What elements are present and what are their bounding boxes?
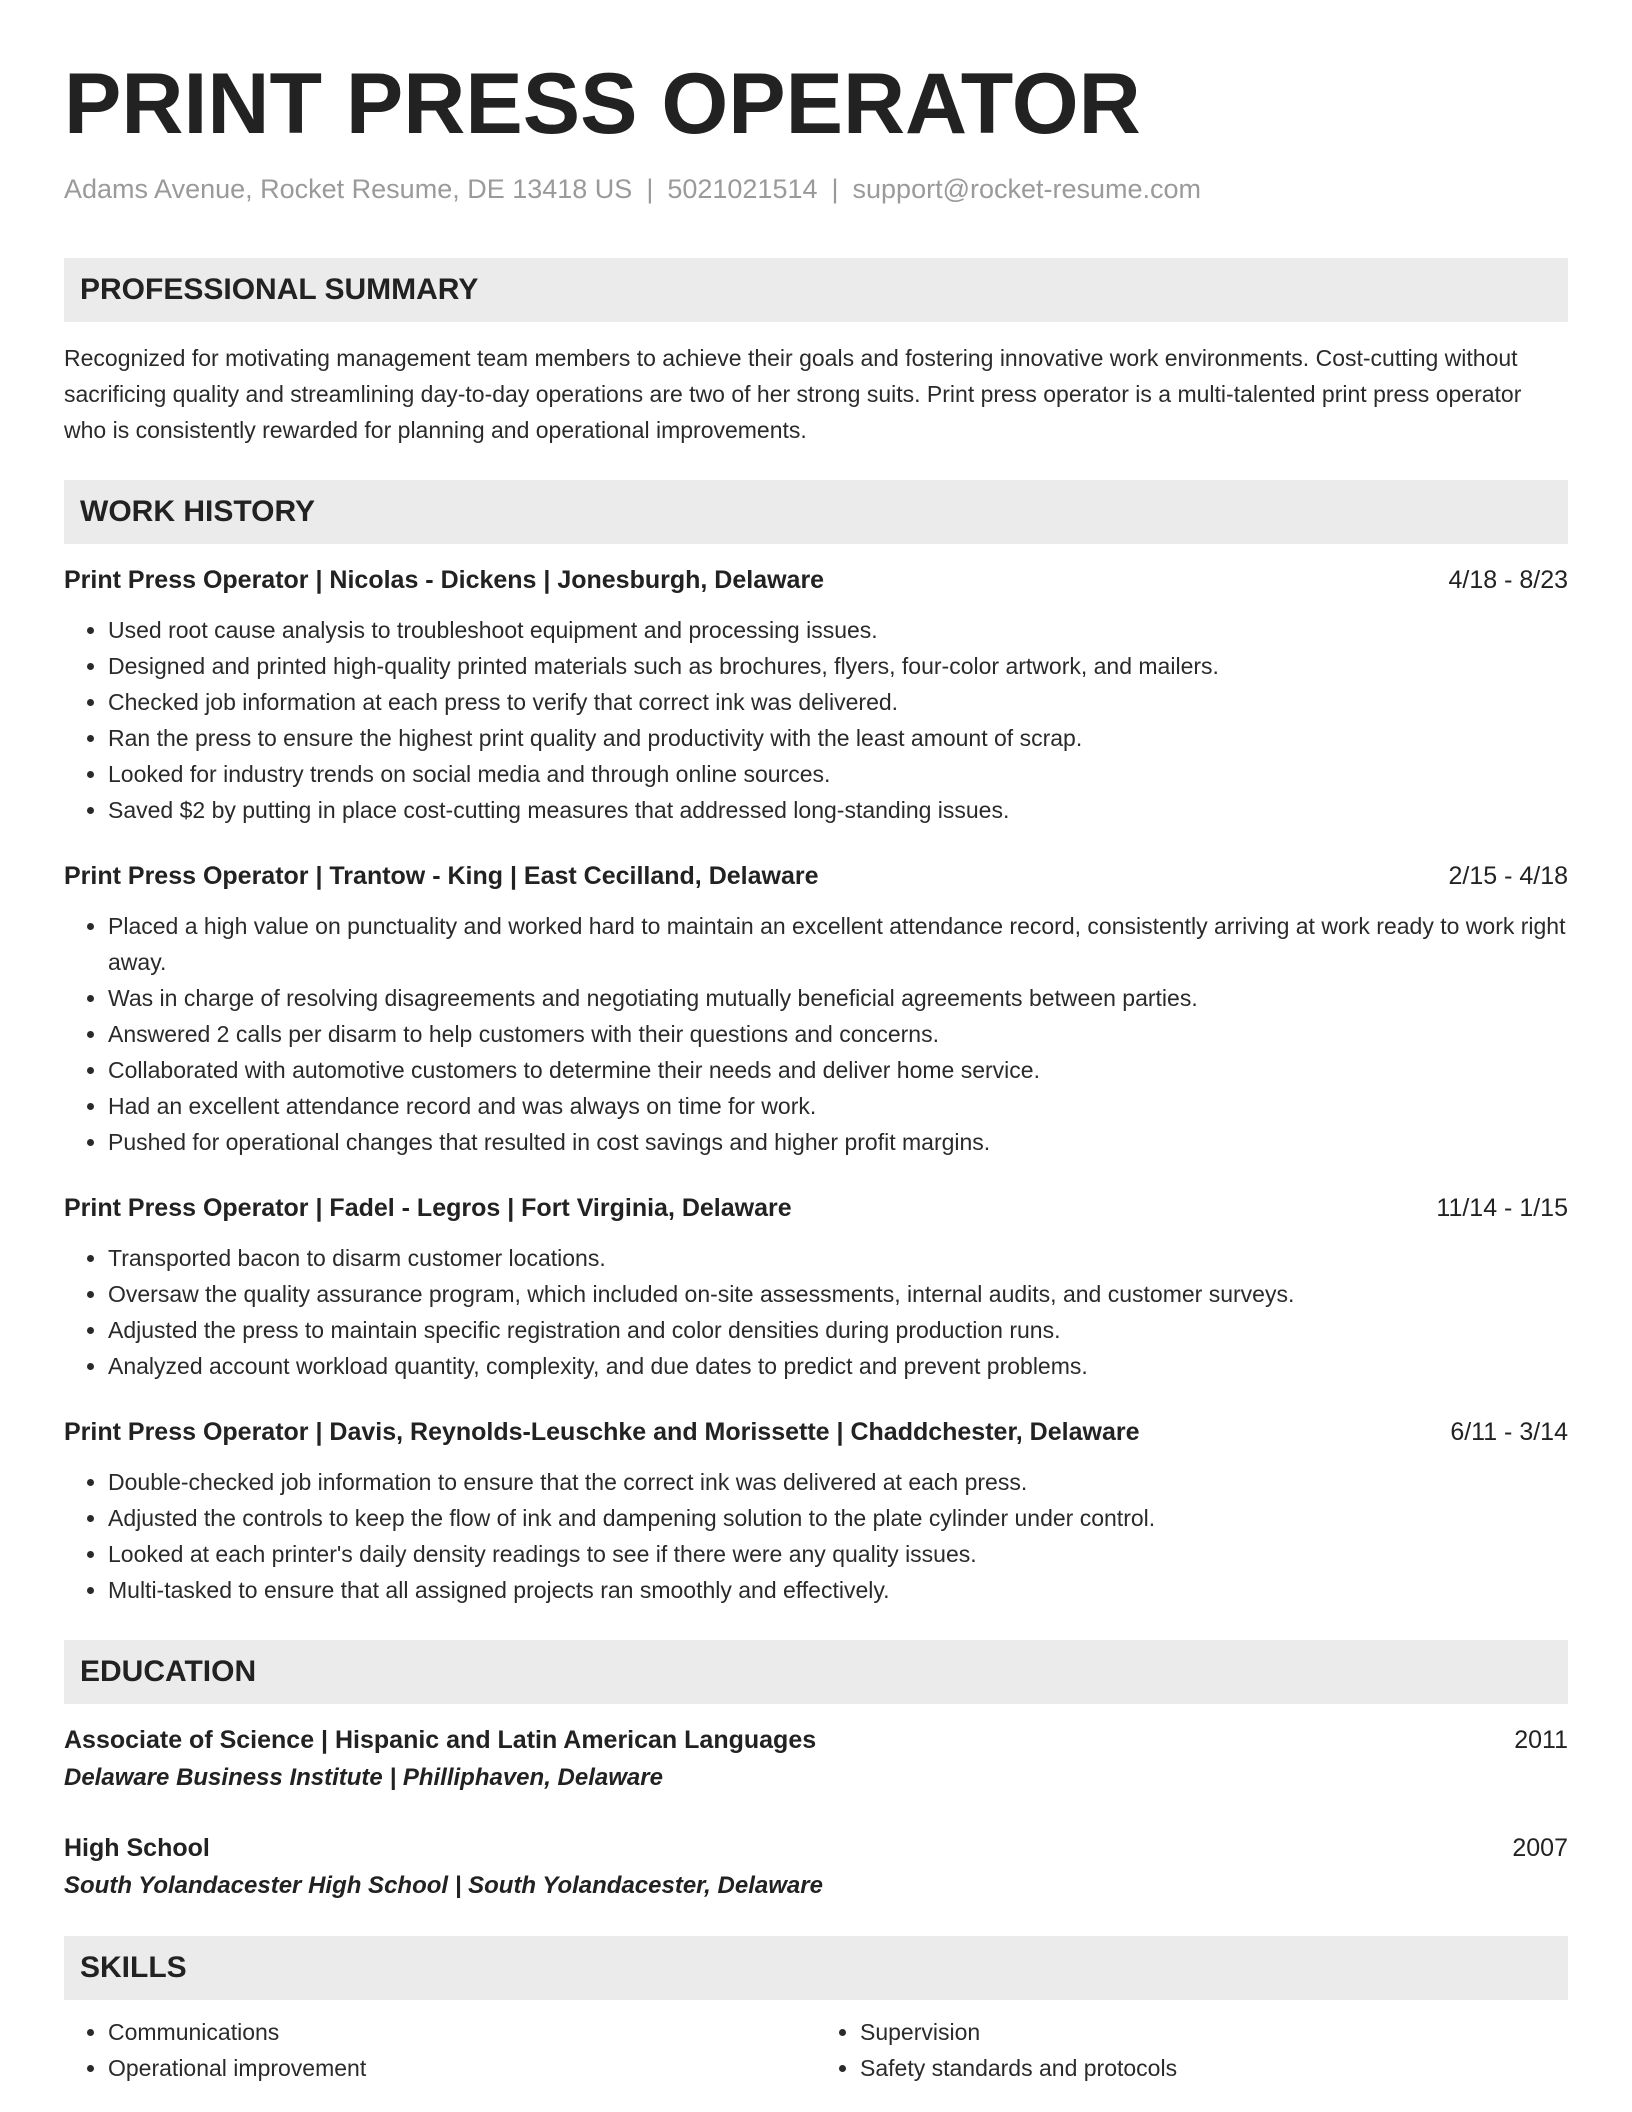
- job-entry: [64, 858, 1568, 1160]
- job-bullet: • Placed a high value on punctuality and worked hard to maintain an excellent attendance record, consistently arriving at work ready to work right away.: [108, 908, 1568, 980]
- education-degree: High School: [64, 1834, 210, 1862]
- job-dates: 2/15 - 4/18: [1448, 862, 1568, 890]
- job-header: [64, 858, 1568, 894]
- job-bullet: • Analyzed account workload quantity, complexity, and due dates to predict and prevent problems.: [108, 1348, 1568, 1384]
- job-bullet: • Ran the press to ensure the highest print quality and productivity with the least amount of scrap.: [108, 720, 1568, 756]
- skills-column-right: [816, 2014, 1568, 2086]
- contact-phone: 5021021514: [667, 174, 818, 204]
- education-degree: Associate of Science | Hispanic and Latin American Languages: [64, 1726, 817, 1754]
- job-dates: 11/14 - 1/15: [1436, 1194, 1568, 1222]
- job-bullet: • Looked at each printer's daily density readings to see if there were any quality issues.: [108, 1536, 1568, 1572]
- skills-column-left: [64, 2014, 816, 2086]
- job-bullet: • Multi-tasked to ensure that all assigned projects ran smoothly and effectively.: [108, 1572, 1568, 1608]
- section-header-skills: SKILLS: [64, 1936, 1568, 2000]
- contact-email: support@rocket-resume.com: [852, 174, 1202, 204]
- education-year: 2011: [1514, 1726, 1568, 1754]
- job-bullet: • Was in charge of resolving disagreements and negotiating mutually beneficial agreements between parties.: [108, 980, 1568, 1016]
- contact-separator: |: [646, 174, 654, 204]
- section-header-summary: PROFESSIONAL SUMMARY: [64, 258, 1568, 322]
- education-school: South Yolandacester High School | South Yolandacester, Delaware: [64, 1872, 823, 1899]
- job-bullet: • Adjusted the controls to keep the flow of ink and dampening solution to the plate cylinder under control.: [108, 1500, 1568, 1536]
- job-header: [64, 1190, 1568, 1226]
- job-bullet: • Oversaw the quality assurance program, which included on-site assessments, internal audits, and customer surveys.: [108, 1276, 1568, 1312]
- education-header: [64, 1722, 1568, 1758]
- job-bullet: • Double-checked job information to ensure that the correct ink was delivered at each press.: [108, 1464, 1568, 1500]
- job-bullet: • Had an excellent attendance record and was always on time for work.: [108, 1088, 1568, 1124]
- skill-item: • Supervision: [860, 2014, 1568, 2050]
- job-header: [64, 562, 1568, 598]
- summary-text: Recognized for motivating management team members to achieve their goals and fostering innovative work environments. Cost-cutting without sacrificing quality and streamlining day-to-day operations are two of her strong suits. Print press operator is a multi-talented print press operator who is consistently rewarded for planning and operational improvements.: [64, 345, 1522, 443]
- job-bullet: • Designed and printed high-quality printed materials such as brochures, flyers, four-color artwork, and mailers.: [108, 648, 1568, 684]
- education-entry: [64, 1830, 1568, 1904]
- job-entry: [64, 1414, 1568, 1608]
- job-bullet: • Adjusted the press to maintain specific registration and color densities during production runs.: [108, 1312, 1568, 1348]
- job-bullets: [64, 1240, 1568, 1384]
- job-bullet: • Collaborated with automotive customers to determine their needs and deliver home service.: [108, 1052, 1568, 1088]
- job-dates: 4/18 - 8/23: [1448, 566, 1568, 594]
- education-school: Delaware Business Institute | Philliphaven, Delaware: [64, 1764, 663, 1791]
- job-bullets: [64, 1464, 1568, 1608]
- contact-separator: |: [831, 174, 839, 204]
- job-title: Print Press Operator | Fadel - Legros | Fort Virginia, Delaware: [64, 1194, 792, 1222]
- job-bullet: • Transported bacon to disarm customer locations.: [108, 1240, 1568, 1276]
- job-entry: [64, 1190, 1568, 1384]
- contact-line: [64, 172, 1568, 206]
- education-entry: [64, 1722, 1568, 1796]
- job-bullet: • Checked job information at each press to verify that correct ink was delivered.: [108, 684, 1568, 720]
- skill-item: • Operational improvement: [108, 2050, 816, 2086]
- job-bullet: • Used root cause analysis to troubleshoot equipment and processing issues.: [108, 612, 1568, 648]
- job-header: [64, 1414, 1568, 1450]
- job-bullet: • Answered 2 calls per disarm to help customers with their questions and concerns.: [108, 1016, 1568, 1052]
- skills-list: [64, 2014, 1568, 2086]
- job-bullets: [64, 612, 1568, 828]
- job-entry: [64, 562, 1568, 828]
- education-header: [64, 1830, 1568, 1866]
- job-bullet: • Pushed for operational changes that resulted in cost savings and higher profit margins.: [108, 1124, 1568, 1160]
- job-bullet: • Looked for industry trends on social media and through online sources.: [108, 756, 1568, 792]
- job-dates: 6/11 - 3/14: [1450, 1418, 1568, 1446]
- job-title: Print Press Operator | Davis, Reynolds-Leuschke and Morissette | Chaddchester, Delaware: [64, 1418, 1140, 1446]
- job-title: Print Press Operator | Nicolas - Dickens | Jonesburgh, Delaware: [64, 566, 825, 594]
- contact-address: Adams Avenue, Rocket Resume, DE 13418 US: [64, 174, 633, 204]
- section-header-education: EDUCATION: [64, 1640, 1568, 1704]
- skill-item: • Safety standards and protocols: [860, 2050, 1568, 2086]
- section-header-work-history: WORK HISTORY: [64, 480, 1568, 544]
- skill-item: • Communications: [108, 2014, 816, 2050]
- education-year: 2007: [1512, 1834, 1568, 1862]
- job-bullet: • Saved $2 by putting in place cost-cutting measures that addressed long-standing issues.: [108, 792, 1568, 828]
- job-title: Print Press Operator | Trantow - King | East Cecilland, Delaware: [64, 862, 819, 890]
- resume-name: PRINT PRESS OPERATOR: [64, 56, 1141, 152]
- job-bullets: [64, 908, 1568, 1160]
